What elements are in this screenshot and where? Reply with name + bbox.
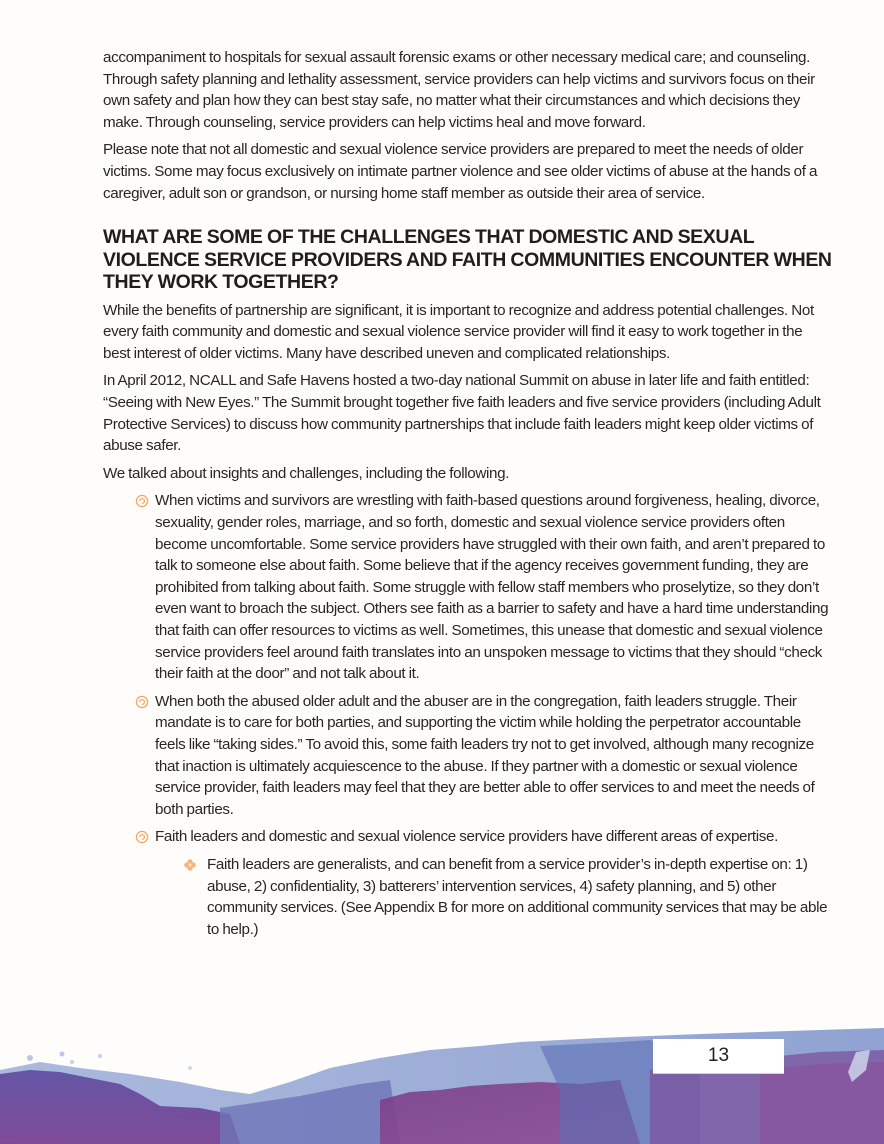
paragraph-summit: In April 2012, NCALL and Safe Havens hosted a two-day national Summit on abuse in later life and faith entitled: “Seeing with New Eyes.” The Summit brought together five faith leaders and five service providers (including Adult Protective Services) to discuss how community partnerships that include faith leaders might keep older victims of abuse safer. — [103, 372, 821, 455]
bullet-text: When both the abused older adult and the abuser are in the congregation, faith leaders struggle. Their mandate is to care for both parties, and supporting the victim while holding the perpetrator accountable feels like “taking sides.” To avoid this, some faith leaders try not to get involved, although many recognize that inaction is ultimately acquiescence to the abuse. If they partner with a domestic or sexual violence service provider, faith leaders may feel that they are better able to offer services to and meet the needs of both parties. — [155, 692, 815, 818]
list-item — [135, 691, 833, 821]
paragraph-insights-intro: We talked about insights and challenges, including the following. — [103, 464, 510, 482]
bullet-text: When victims and survivors are wrestling with faith-based questions around forgiveness, healing, divorce, sexuality, gender roles, marriage, and so forth, domestic and sexual violence service providers often become uncomfortable. Some service providers have struggled with their own faith, and aren’t prepared to talk to someone else about faith. Some believe that if the agency receives government funding, they are prohibited from talking about faith. Some struggle with fellow staff members who proselytize, so they don’t even want to broach the subject. Others see faith as a barrier to safety and have a hard time understanding that faith can offer resources to victims as well. Sometimes, this unease that domestic and sexual violence service providers feel around faith translates into an unspoken message to victims that they should “check their faith at the door” and not talk about it. — [155, 492, 829, 683]
page-number-box — [653, 1039, 784, 1074]
spiral-bullet-icon — [135, 830, 149, 844]
section-heading: WHAT ARE SOME OF THE CHALLENGES THAT DOMESTIC AND SEXUAL VIOLENCE SERVICE PROVIDERS AND FAITH COMMUNITIES ENCOUNTER WHEN THEY WORK TOGETHER? — [103, 226, 832, 294]
flower-bullet-icon — [183, 858, 197, 872]
list-item — [183, 854, 833, 940]
watercolor-footer-decoration — [0, 1010, 884, 1144]
spiral-bullet-icon — [135, 695, 149, 709]
expertise-sublist — [183, 854, 833, 940]
list-item — [135, 490, 833, 684]
list-item — [135, 826, 833, 940]
paragraph-benefits: While the benefits of partnership are significant, it is important to recognize and address potential challenges. Not every faith community and domestic and sexual violence service provider will find it easy to work together in the best interest of older victims. Many have described uneven and complicated relationships. — [103, 301, 814, 362]
bullet-text: Faith leaders and domestic and sexual violence service providers have different areas of expertise. — [155, 828, 778, 846]
page-number: 13 — [707, 1045, 730, 1066]
spiral-bullet-icon — [135, 494, 149, 508]
paragraph-note: Please note that not all domestic and sexual violence service providers are prepared to meet the needs of older victims. Some may focus exclusively on intimate partner violence and see older victims of abuse at the hands of a caregiver, adult son or grandson, or nursing home staff member as outside their area of service. — [103, 141, 818, 202]
challenges-list — [135, 490, 833, 940]
page-content — [103, 47, 833, 946]
sub-bullet-text: Faith leaders are generalists, and can benefit from a service provider’s in-depth expertise on: 1) abuse, 2) confidentiality, 3) batterers’ intervention services, 4) safety planning, and 5) other community services. (See Appendix B for more on additional community services that may be able to help.) — [207, 855, 828, 938]
paragraph-counseling: accompaniment to hospitals for sexual assault forensic exams or other necessary medical care; and counseling. Through safety planning and lethality assessment, service providers can help victims and survivors focus on their own safety and plan how they can best stay safe, no matter what their circumstances and which decisions they make. Through counseling, service providers can help victims heal and move forward. — [103, 49, 815, 131]
